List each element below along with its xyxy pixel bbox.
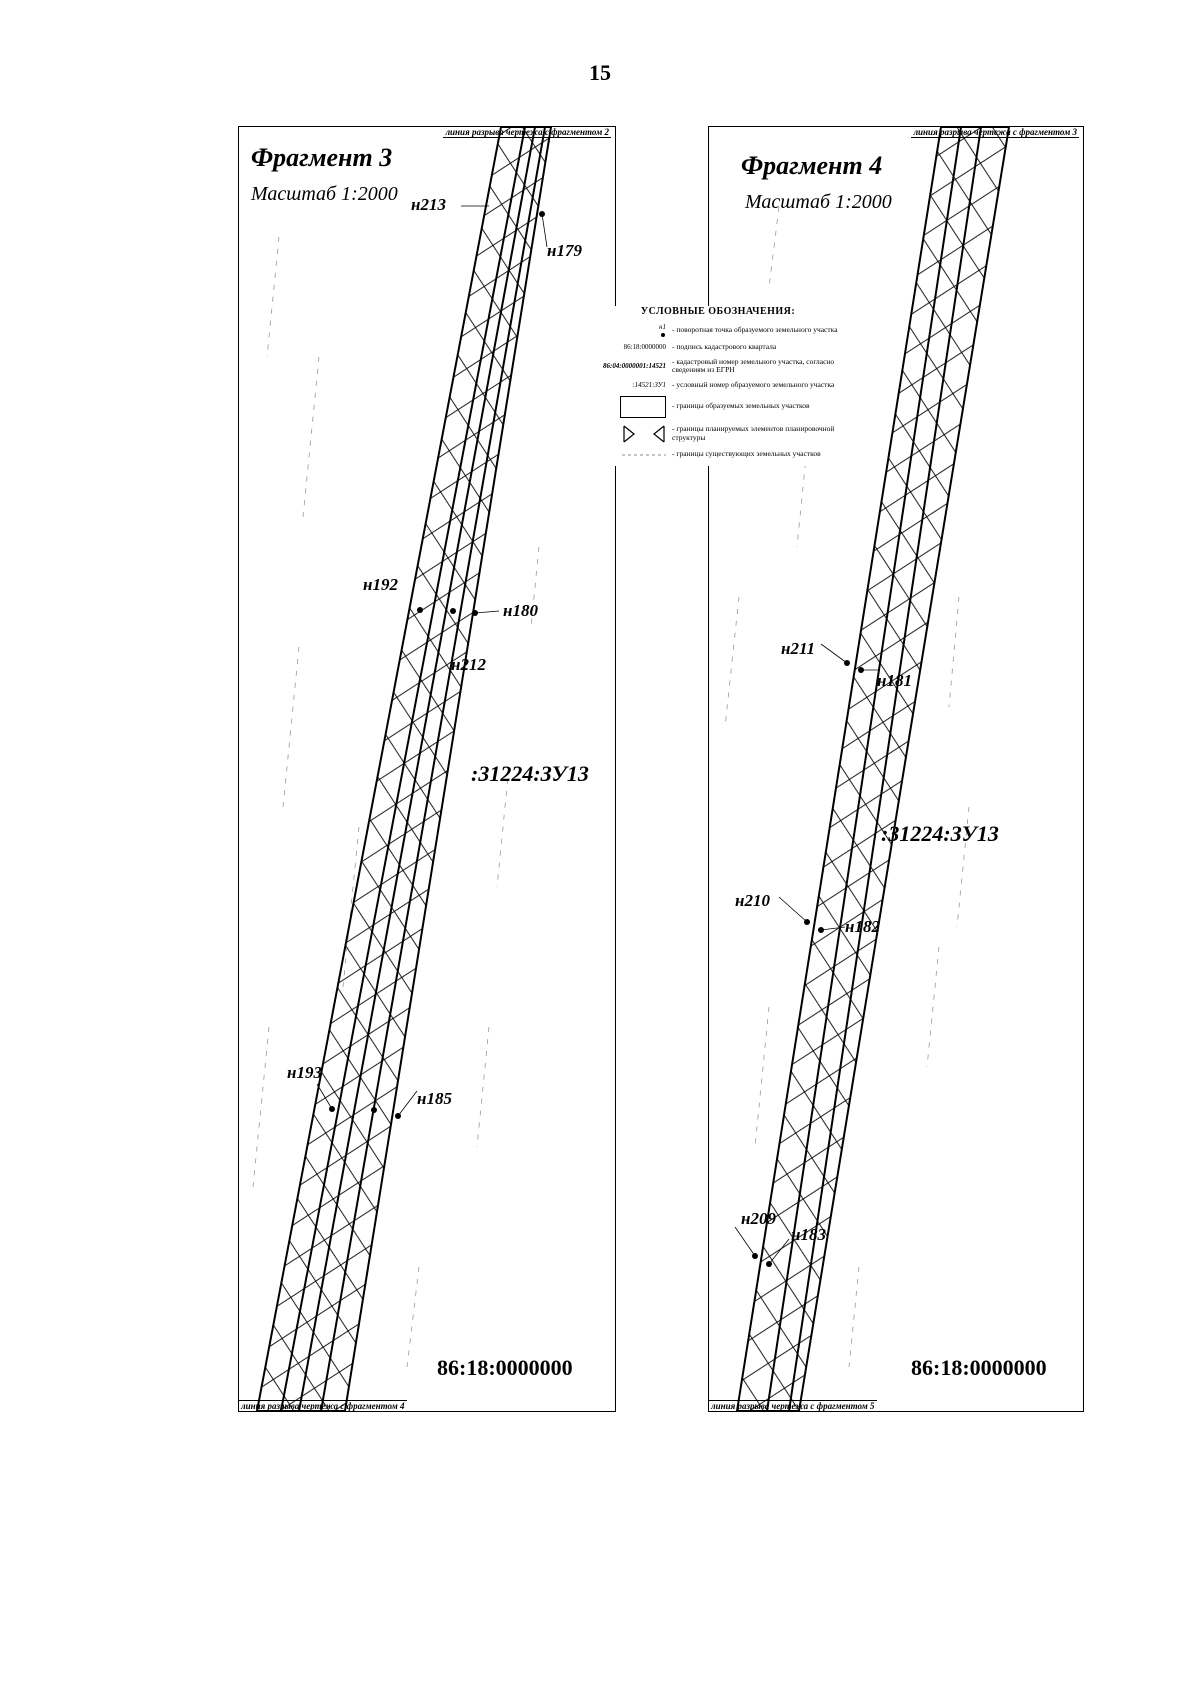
point-label-n209: н209 [741, 1209, 776, 1228]
fragment-scale: Масштаб 1:2000 [745, 191, 892, 213]
fragment-title: Фрагмент 4 [741, 151, 883, 180]
point-label-n183: н183 [791, 1225, 826, 1244]
planning-hatch-icon [622, 424, 666, 444]
legend-item-text: - кадастровый номер земельного участка, согласно сведениям из ЕГРН [672, 356, 835, 375]
legend-item-quarter-label [568, 343, 868, 352]
point-label-n212: н212 [451, 655, 486, 674]
cadastral-quarter-label: 86:18:0000000 [437, 1355, 573, 1380]
legend-item-new-parcel-boundary [568, 396, 868, 418]
legend-item-text: - условный номер образуемого земельного участка [672, 379, 835, 389]
point-label-n211: н211 [781, 639, 815, 658]
point-label-n213: н213 [411, 195, 446, 214]
page-number: 15 [589, 60, 611, 85]
legend-item-turning-point [568, 323, 868, 337]
legend-item-text: - границы образуемых земельных участков [672, 401, 810, 411]
point-label-n179: н179 [547, 241, 582, 260]
point-label-n210: н210 [735, 891, 770, 910]
break-line-bottom: линия разрыва чертежа с фрагментом 5 [711, 1401, 875, 1411]
legend-item-text: - поворотная точка образуемого земельного участка [672, 324, 838, 334]
legend-item-text: - границы планируемых элементов планировочной структуры [672, 423, 835, 442]
parcel-number: :31224:ЗУ13 [471, 761, 589, 786]
point-label-n181: н181 [877, 671, 912, 690]
turning-point-dot-icon [661, 333, 665, 337]
legend-item-text: - границы существующих земельных участков [672, 449, 821, 459]
break-line-top: линия разрыва чертежа с фрагментом 2 [445, 127, 609, 137]
fragment-title: Фрагмент 3 [251, 143, 393, 172]
fragment-3-panel [238, 126, 616, 1412]
legend-symbol-text: 86:18:0000000 [623, 343, 666, 352]
cadastral-quarter-label: 86:18:0000000 [911, 1355, 1047, 1380]
legend-symbol-text: :14521:ЗУ1 [632, 381, 666, 390]
break-line-bottom: линия разрыва чертежа с фрагментом 4 [241, 1401, 405, 1411]
point-label-n180: н180 [503, 601, 538, 620]
parcel-number: :31224:ЗУ13 [881, 821, 999, 846]
break-line-top: линия разрыва чертежа с фрагментом 3 [913, 127, 1077, 137]
legend-item-cadastral-number [568, 358, 868, 375]
legend-symbol-text: н1 [659, 323, 666, 331]
legend-title: УСЛОВНЫЕ ОБОЗНАЧЕНИЯ: [640, 306, 796, 317]
point-label-n185: н185 [417, 1089, 452, 1108]
legend-item-planning-boundary [568, 424, 868, 444]
fragment-scale: Масштаб 1:2000 [251, 183, 398, 205]
legend-item-conditional-number [568, 381, 868, 390]
parcel-boundary-rect-icon [620, 396, 666, 418]
point-label-n182: н182 [845, 917, 880, 936]
point-label-n193: н193 [287, 1063, 322, 1082]
legend-symbol-text: 86:04:0000001:14521 [603, 362, 666, 371]
legend-item-existing-boundary [568, 450, 868, 460]
point-label-n192: н192 [363, 575, 398, 594]
legend-item-text: - подпись кадастрового квартала [672, 342, 777, 351]
map-legend [568, 306, 868, 466]
dashed-line-icon [622, 450, 666, 460]
